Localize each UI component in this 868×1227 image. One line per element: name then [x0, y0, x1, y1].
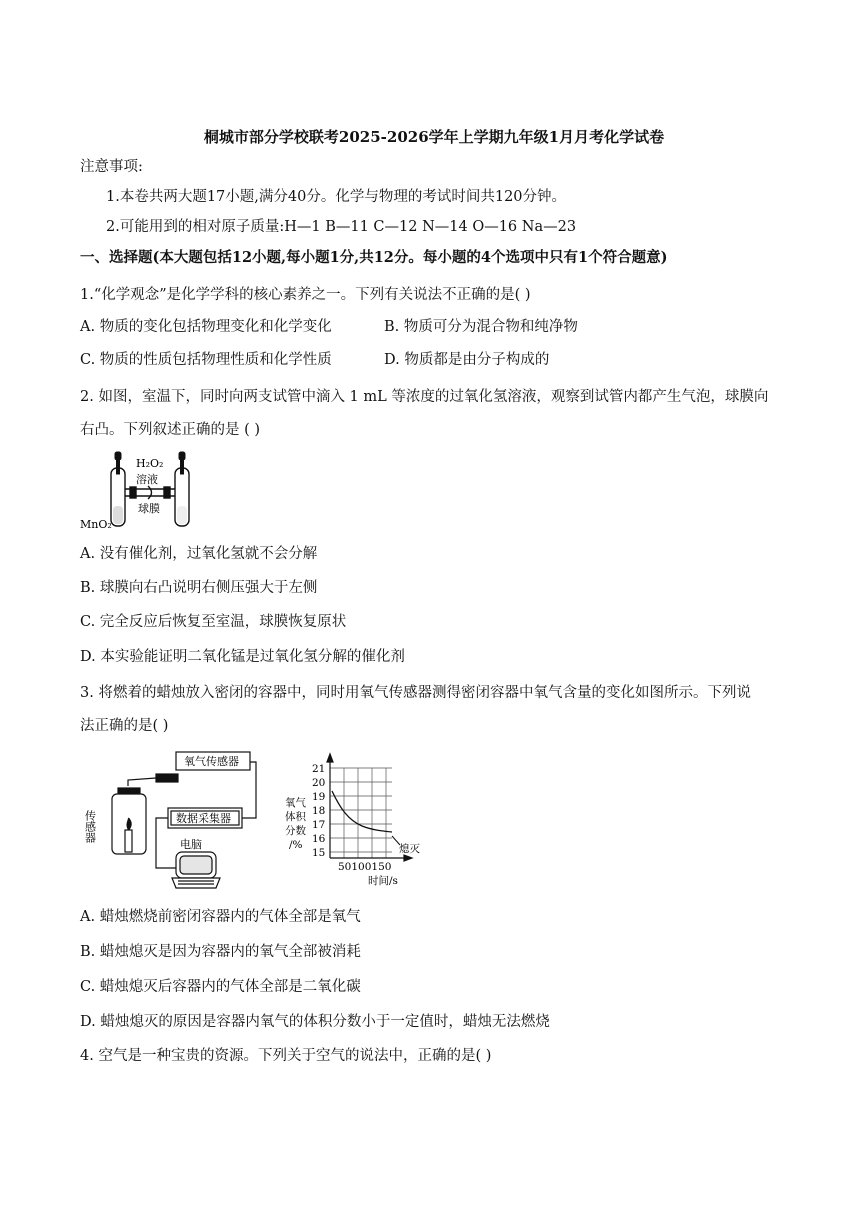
q3-stem-line1: 3. 将燃着的蜡烛放入密闭的容器中，同时用氧气传感器测得密闭容器中氧气含量的变化如图所示。下列说: [80, 685, 751, 701]
left-test-tube: [111, 468, 125, 526]
label-computer: 电脑: [180, 838, 202, 851]
q2-option-a: A. 没有催化剂，过氧化氢就不会分解: [80, 546, 318, 562]
label-oxygen-sensor: 氧气传感器: [184, 755, 239, 768]
notice-item-1: 1.本卷共两大题17小题,满分40分。化学与物理的考试时间共120分钟。: [106, 189, 567, 205]
ylabel-line-1: 氧气: [285, 797, 306, 809]
section-heading: 一、选择题(本大题包括12小题,每小题1分,共12分。每小题的4个选项中只有1个符合题意): [80, 249, 668, 266]
y-tick-label: 20: [312, 777, 326, 789]
q3-stem-line2: 法正确的是( ): [80, 718, 169, 734]
q3-apparatus-figure: [80, 748, 270, 894]
notice-heading: 注意事项:: [80, 159, 143, 175]
page-title: 桐城市部分学校联考2025-2026学年上学期九年级1月月考化学试卷: [203, 128, 665, 146]
q2-option-b: B. 球膜向右凸说明右侧压强大于左侧: [80, 580, 318, 596]
q2-stem-line1: 2. 如图，室温下，同时向两支试管中滴入 1 mL 等浓度的过氧化氢溶液，观察到试管内都产生气泡，球膜向: [80, 389, 769, 405]
y-tick-label: 18: [312, 805, 326, 817]
y-tick-label: 15: [312, 847, 326, 859]
connecting-tube: [125, 486, 175, 499]
chart-y-axis-title: [285, 796, 306, 851]
q2-option-c: C. 完全反应后恢复至室温，球膜恢复原状: [80, 614, 347, 630]
q1-option-c: C. 物质的性质包括物理性质和化学性质: [80, 352, 332, 368]
q2-test-tube-figure: [78, 450, 208, 532]
q3-oxygen-chart: [282, 748, 432, 888]
ylabel-line-2: 体积: [285, 811, 306, 823]
chart-y-ticks: [312, 763, 326, 859]
label-membrane: 球膜: [138, 502, 160, 515]
ylabel-line-3: 分数: [285, 825, 306, 837]
q4-stem: 4. 空气是一种宝贵的资源。下列关于空气的说法中，正确的是( ): [80, 1048, 492, 1064]
label-h2o2: H₂O₂: [136, 457, 164, 470]
q1-stem: 1.“化学观念”是化学学科的核心素养之一。下列有关说法不正确的是( ): [80, 287, 531, 303]
q3-option-a: A. 蜡烛燃烧前密闭容器内的气体全部是氧气: [80, 909, 361, 925]
q2-stem-line2: 右凸。下列叙述正确的是 ( ): [80, 422, 261, 438]
y-tick-label: 17: [312, 819, 326, 831]
q3-option-b: B. 蜡烛熄灭是因为容器内的氧气全部被消耗: [80, 944, 361, 960]
label-data-collector: 数据采集器: [176, 812, 231, 825]
q1-option-b: B. 物质可分为混合物和纯净物: [384, 319, 578, 335]
label-sensor-vertical: 传感器: [83, 810, 97, 843]
q1-option-a: A. 物质的变化包括物理变化和化学变化: [80, 319, 332, 335]
oxygen-curve: [332, 791, 392, 832]
q3-option-d: D. 蜡烛熄灭的原因是容器内氧气的体积分数小于一定值时，蜡烛无法燃烧: [80, 1014, 550, 1030]
x-tick-labels: 50100150: [338, 861, 392, 873]
label-solution: 溶液: [136, 473, 158, 486]
q3-option-c: C. 蜡烛熄灭后容器内的气体全部是二氧化碳: [80, 979, 361, 995]
notice-item-2: 2.可能用到的相对原子质量:H—1 B—11 C—12 N—14 O—16 Na—23: [106, 219, 577, 235]
q2-option-d: D. 本实验能证明二氧化锰是过氧化氢分解的催化剂: [80, 649, 405, 665]
x-axis-label: 时间/s: [368, 875, 398, 887]
right-test-tube: [175, 468, 189, 526]
annotation-extinguished: 熄灭: [399, 843, 420, 855]
y-tick-label: 21: [312, 763, 326, 775]
q1-option-d: D. 物质都是由分子构成的: [384, 352, 550, 368]
y-tick-label: 16: [312, 833, 326, 845]
chart-grid: [330, 768, 392, 858]
label-mno2: MnO₂: [80, 518, 112, 531]
ylabel-line-4: /%: [289, 839, 303, 851]
y-tick-label: 19: [312, 791, 326, 803]
